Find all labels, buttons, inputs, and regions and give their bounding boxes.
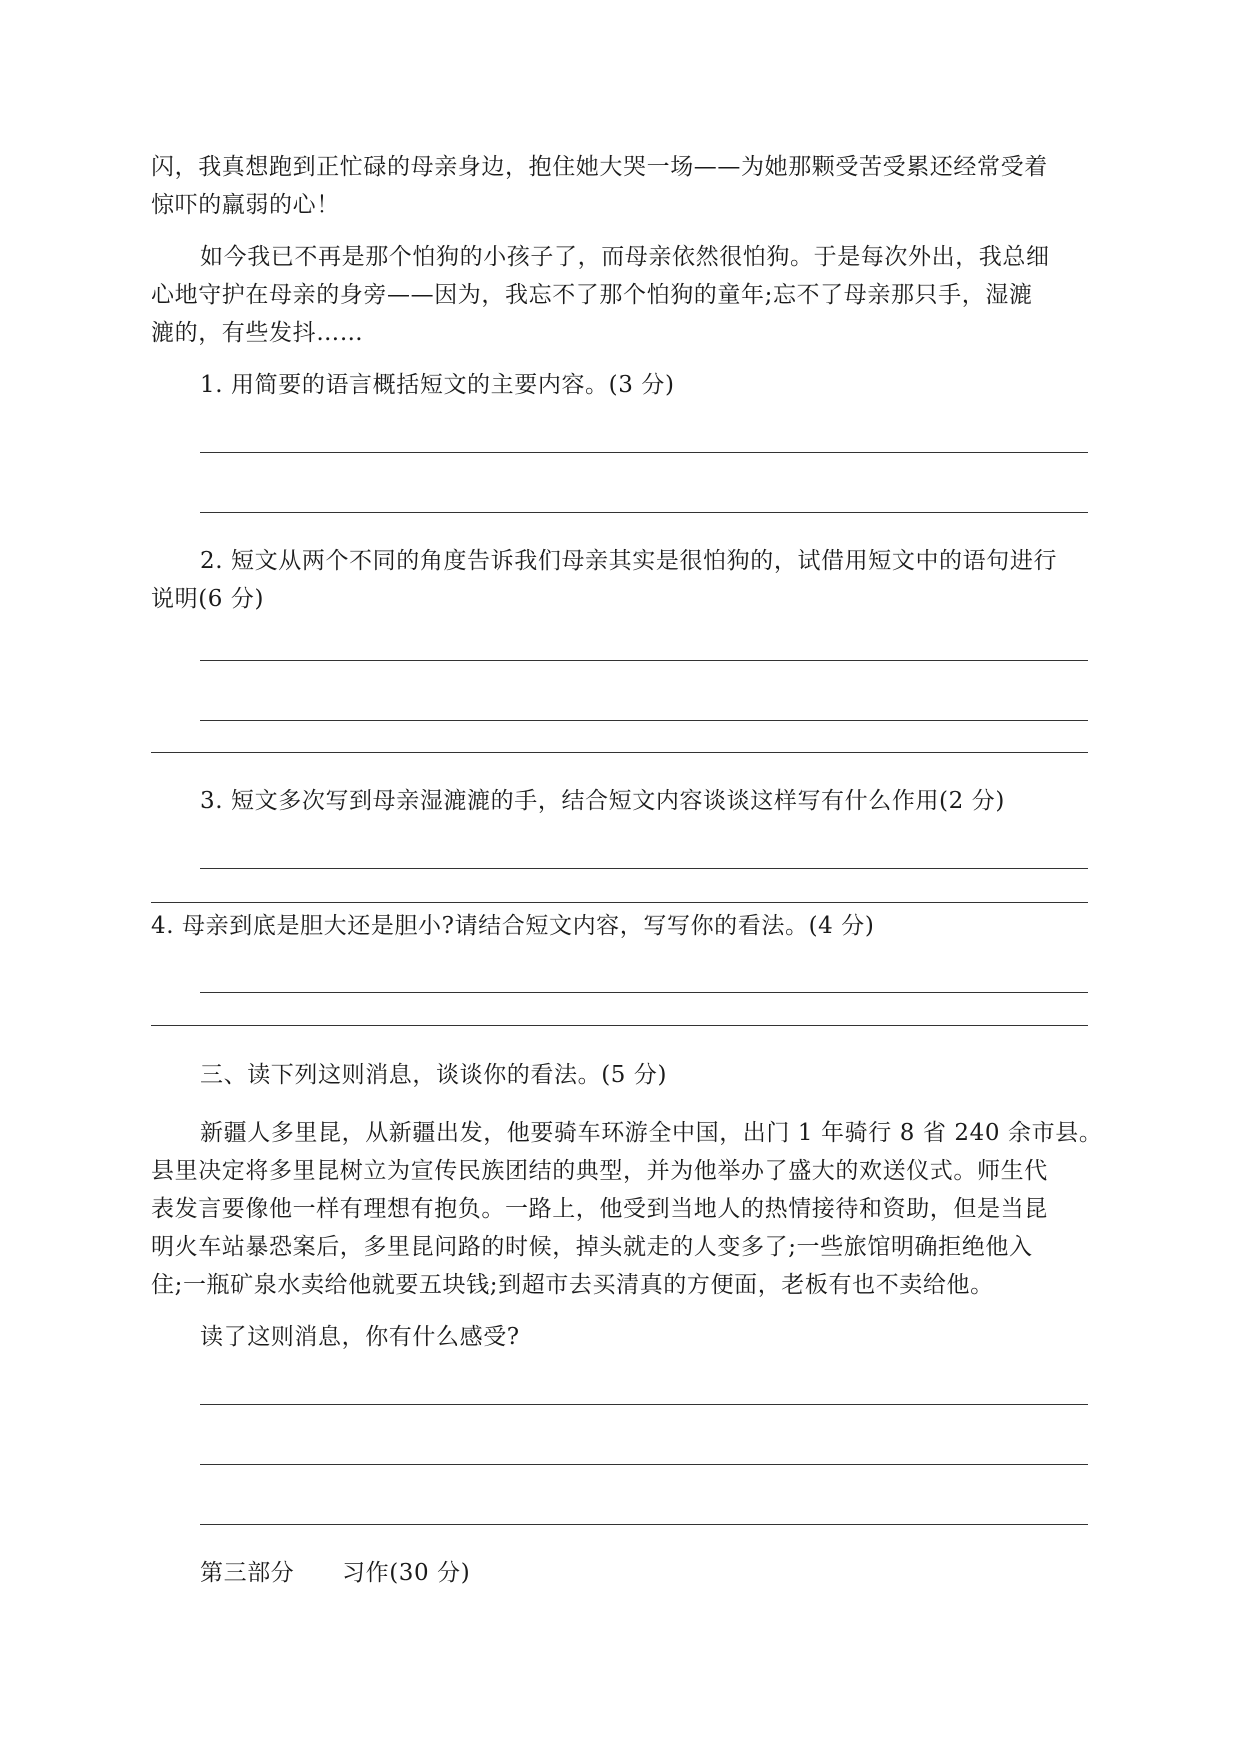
answer-line[interactable]: [200, 992, 1088, 993]
part3-label: 第三部分: [200, 1560, 295, 1586]
answer-line[interactable]: [151, 1025, 1088, 1026]
answer-line[interactable]: [151, 902, 1088, 903]
question-2-line2: 说明(6 分): [151, 586, 265, 612]
question-2-line1: 2. 短文从两个不同的角度告诉我们母亲其实是很怕狗的，试借用短文中的语句进行: [200, 548, 1058, 574]
part3-title: 习作(30 分): [342, 1560, 471, 1586]
passage-p1-line1: 闪，我真想跑到正忙碌的母亲身边，抱住她大哭一场——为她那颗受苦受累还经常受着: [151, 154, 1048, 180]
news-line5: 住;一瓶矿泉水卖给他就要五块钱;到超市去买清真的方便面，老板有也不卖给他。: [151, 1272, 994, 1298]
answer-line[interactable]: [200, 452, 1088, 453]
question-3: 3. 短文多次写到母亲湿漉漉的手，结合短文内容谈谈这样写有什么作用(2 分): [200, 788, 1005, 814]
passage-p2-line2: 心地守护在母亲的身旁——因为，我忘不了那个怕狗的童年;忘不了母亲那只手，湿漉: [151, 282, 1033, 308]
passage-p2-line1: 如今我已不再是那个怕狗的小孩子了，而母亲依然很怕狗。于是每次外出，我总细: [200, 244, 1050, 270]
news-line2: 县里决定将多里昆树立为宣传民族团结的典型，并为他举办了盛大的欢送仪式。师生代: [151, 1158, 1048, 1184]
answer-line[interactable]: [200, 512, 1088, 513]
answer-line[interactable]: [200, 868, 1088, 869]
news-line3: 表发言要像他一样有理想有抱负。一路上，他受到当地人的热情接待和资助，但是当昆: [151, 1196, 1048, 1222]
answer-line[interactable]: [151, 752, 1088, 753]
answer-line[interactable]: [200, 1404, 1088, 1405]
answer-line[interactable]: [200, 1524, 1088, 1525]
answer-line[interactable]: [200, 660, 1088, 661]
passage-p1-line2: 惊吓的羸弱的心！: [151, 192, 340, 218]
section3-title: 三、读下列这则消息，谈谈你的看法。(5 分): [200, 1062, 668, 1088]
passage-p2-line3: 漉的，有些发抖……: [151, 320, 364, 346]
question-1: 1. 用简要的语言概括短文的主要内容。(3 分): [200, 372, 675, 398]
section3-prompt: 读了这则消息，你有什么感受?: [200, 1324, 520, 1350]
news-line1: 新疆人多里昆，从新疆出发，他要骑车环游全中国，出门 1 年骑行 8 省 240 余市县。: [200, 1120, 1103, 1146]
answer-line[interactable]: [200, 1464, 1088, 1465]
answer-line[interactable]: [200, 720, 1088, 721]
news-line4: 明火车站暴恐案后，多里昆问路的时候，掉头就走的人变多了;一些旅馆明确拒绝他入: [151, 1234, 1033, 1260]
question-4: 4. 母亲到底是胆大还是胆小?请结合短文内容，写写你的看法。(4 分): [151, 913, 875, 939]
